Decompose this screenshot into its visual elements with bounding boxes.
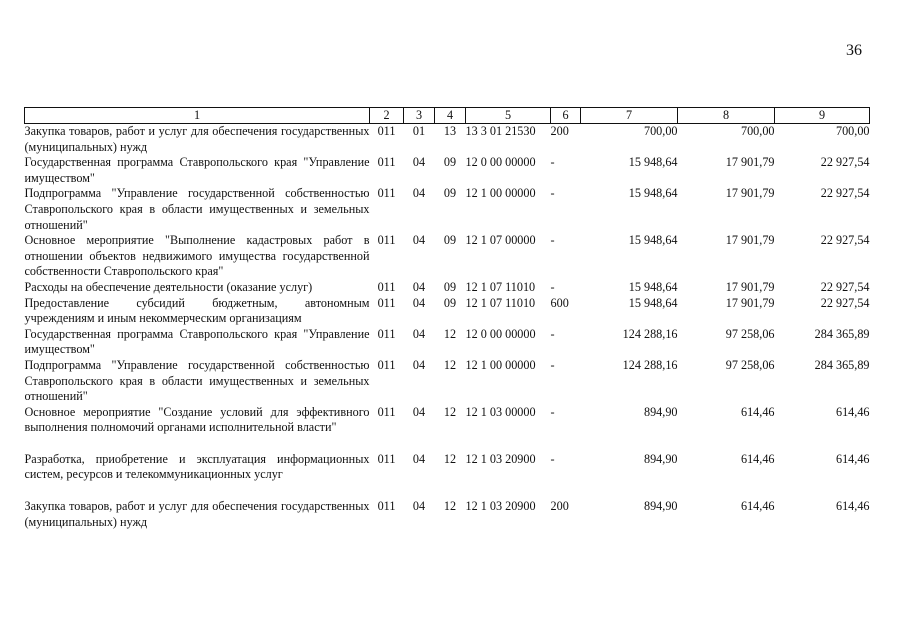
row-subsection-code: 12 — [443, 499, 457, 514]
row-expense-type: 200 — [550, 499, 569, 514]
row-section-code: 04 — [412, 186, 426, 201]
row-amount-col7: 894,90 — [643, 499, 678, 514]
row-subsection-code: 09 — [443, 295, 457, 310]
row-amount-col8: 17 901,79 — [725, 279, 775, 294]
row-subsection-code: 09 — [443, 155, 457, 170]
row-ministry-code: 011 — [377, 233, 396, 248]
page-number: 36 — [846, 42, 862, 59]
row-ministry-code: 011 — [377, 279, 396, 294]
row-amount-col8: 17 901,79 — [725, 155, 775, 170]
row-target-article: 12 1 00 00000 — [465, 186, 536, 201]
row-amount-col7: 700,00 — [643, 124, 678, 138]
row-ministry-code: 011 — [377, 155, 396, 170]
row-expense-type: - — [550, 357, 555, 372]
row-section-code: 04 — [412, 357, 426, 372]
row-amount-col8: 614,46 — [740, 499, 775, 514]
row-subsection-code: 09 — [443, 186, 457, 201]
row-expense-type: - — [550, 451, 555, 466]
row-amount-col8: 700,00 — [740, 124, 775, 138]
row-amount-col8: 614,46 — [740, 451, 775, 466]
row-amount-col9: 22 927,54 — [820, 233, 870, 248]
row-target-article: 12 1 03 20900 — [465, 451, 536, 466]
row-target-article: 12 1 07 11010 — [465, 295, 536, 310]
row-subsection-code: 09 — [443, 279, 457, 294]
table-row — [25, 358, 870, 405]
row-expense-type: 200 — [550, 124, 569, 138]
table-row — [25, 499, 870, 530]
row-ministry-code: 011 — [377, 186, 396, 201]
row-expense-type: - — [550, 326, 555, 341]
row-amount-col8: 17 901,79 — [725, 233, 775, 248]
row-amount-col7: 15 948,64 — [628, 295, 678, 310]
row-amount-col7: 15 948,64 — [628, 233, 678, 248]
row-expense-type: 600 — [550, 295, 569, 310]
row-name: Государственная программа Ставропольского края "Управление имуществом" — [24, 155, 370, 185]
row-expense-type: - — [550, 186, 555, 201]
row-name: Предоставление субсидий бюджетным, автономным учреждениям и иным некоммерческим организациям — [24, 295, 370, 326]
row-ministry-code: 011 — [377, 499, 396, 514]
row-target-article: 12 1 03 20900 — [465, 499, 536, 514]
row-name: Подпрограмма "Управление государственной собственностью Ставропольского края в области имущественных и земельных отношений" — [24, 186, 370, 232]
row-subsection-code: 12 — [443, 404, 457, 419]
row-target-article: 12 0 00 00000 — [465, 155, 536, 170]
row-subsection-code: 09 — [443, 233, 457, 248]
row-ministry-code: 011 — [377, 357, 396, 372]
row-target-article: 12 1 03 00000 — [465, 404, 536, 419]
row-subsection-code: 12 — [443, 357, 457, 372]
row-expense-type: - — [550, 233, 555, 248]
table-row — [25, 124, 870, 156]
row-target-article: 12 0 00 00000 — [465, 326, 536, 341]
row-ministry-code: 011 — [377, 404, 396, 419]
row-amount-col8: 97 258,06 — [725, 326, 775, 341]
column-header: 1 — [25, 108, 370, 124]
header-row — [25, 108, 870, 124]
row-target-article: 12 1 07 11010 — [465, 279, 536, 294]
table-row — [25, 155, 870, 186]
row-amount-col9: 22 927,54 — [820, 186, 870, 201]
row-name: Разработка, приобретение и эксплуатация информационных систем, ресурсов и телекоммуникационных услуг — [24, 451, 370, 482]
row-subsection-code: 12 — [443, 451, 457, 466]
row-section-code: 04 — [412, 451, 426, 466]
row-amount-col8: 17 901,79 — [725, 295, 775, 310]
row-amount-col9: 614,46 — [835, 499, 870, 514]
column-header: 6 — [551, 108, 581, 124]
row-amount-col7: 15 948,64 — [628, 279, 678, 294]
row-expense-type: - — [550, 279, 555, 294]
column-header: 2 — [370, 108, 404, 124]
row-expense-type: - — [550, 404, 555, 419]
row-amount-col9: 22 927,54 — [820, 155, 870, 170]
row-amount-col7: 15 948,64 — [628, 186, 678, 201]
table-row — [25, 186, 870, 233]
row-ministry-code: 011 — [377, 326, 396, 341]
row-amount-col9: 284 365,89 — [814, 357, 870, 372]
table-row — [25, 296, 870, 327]
column-header: 9 — [775, 108, 870, 124]
row-section-code: 04 — [412, 326, 426, 341]
column-header: 4 — [435, 108, 466, 124]
table-row — [25, 327, 870, 358]
row-name: Закупка товаров, работ и услуг для обеспечения государственных (муниципальных) нужд — [24, 124, 370, 154]
row-ministry-code: 011 — [377, 295, 396, 310]
table-body — [25, 124, 870, 531]
table-row — [25, 233, 870, 280]
table-row — [25, 280, 870, 296]
row-name: Подпрограмма "Управление государственной собственностью Ставропольского края в области имущественных и земельных отношений" — [24, 357, 370, 404]
row-target-article: 13 3 01 21530 — [465, 124, 536, 138]
column-header: 3 — [404, 108, 435, 124]
row-amount-col8: 614,46 — [740, 404, 775, 419]
row-section-code: 04 — [412, 499, 426, 514]
row-name: Государственная программа Ставропольского края "Управление имуществом" — [24, 326, 370, 357]
row-section-code: 04 — [412, 295, 426, 310]
row-amount-col8: 17 901,79 — [725, 186, 775, 201]
row-section-code: 04 — [412, 233, 426, 248]
row-amount-col9: 614,46 — [835, 451, 870, 466]
row-ministry-code: 011 — [377, 451, 396, 466]
row-amount-col9: 22 927,54 — [820, 279, 870, 294]
row-expense-type: - — [550, 155, 555, 170]
row-name: Основное мероприятие "Создание условий для эффективного выполнения полномочий органами исполнительной власти" — [24, 404, 370, 435]
row-amount-col9: 700,00 — [835, 124, 870, 138]
row-amount-col7: 894,90 — [643, 451, 678, 466]
row-subsection-code: 13 — [443, 124, 457, 138]
row-amount-col7: 124 288,16 — [622, 326, 678, 341]
row-amount-col7: 894,90 — [643, 404, 678, 419]
column-header: 7 — [581, 108, 678, 124]
row-section-code: 04 — [412, 155, 426, 170]
row-section-code: 01 — [412, 124, 426, 138]
row-amount-col7: 124 288,16 — [622, 357, 678, 372]
budget-table — [24, 107, 870, 530]
row-ministry-code: 011 — [377, 124, 396, 138]
row-amount-col9: 614,46 — [835, 404, 870, 419]
column-header: 8 — [678, 108, 775, 124]
row-target-article: 12 1 00 00000 — [465, 357, 536, 372]
row-name: Расходы на обеспечение деятельности (оказание услуг) — [24, 279, 313, 294]
table-row — [25, 452, 870, 499]
row-name: Закупка товаров, работ и услуг для обеспечения государственных (муниципальных) нужд — [24, 499, 370, 529]
row-subsection-code: 12 — [443, 326, 457, 341]
row-amount-col9: 22 927,54 — [820, 295, 870, 310]
row-target-article: 12 1 07 00000 — [465, 233, 536, 248]
row-section-code: 04 — [412, 404, 426, 419]
table-row — [25, 405, 870, 452]
row-amount-col8: 97 258,06 — [725, 357, 775, 372]
row-amount-col9: 284 365,89 — [814, 326, 870, 341]
row-amount-col7: 15 948,64 — [628, 155, 678, 170]
row-name: Основное мероприятие "Выполнение кадастровых работ в отношении объектов недвижимого имущества государственной собственности Ставропольского края" — [24, 233, 370, 279]
row-section-code: 04 — [412, 279, 426, 294]
column-header: 5 — [466, 108, 551, 124]
